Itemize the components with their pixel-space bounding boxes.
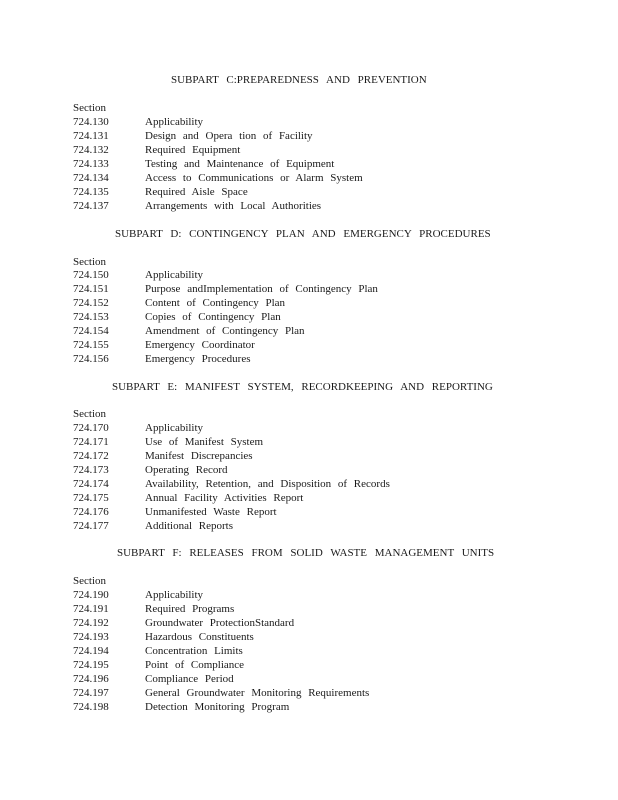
section-number: 724.190 (73, 589, 109, 601)
toc-entry (73, 435, 263, 449)
toc-entry (73, 157, 334, 171)
section-number: 724.137 (73, 200, 109, 212)
toc-entry (73, 310, 281, 324)
section-number: 724.191 (73, 603, 109, 615)
toc-entry (73, 463, 228, 477)
section-title: Concentration Limits (145, 645, 243, 657)
toc-entry (73, 672, 234, 686)
section-label: Section (73, 256, 106, 268)
section-title: General Groundwater Monitoring Requirements (145, 687, 370, 699)
toc-entry (73, 505, 277, 519)
section-title: Content of Contingency Plan (145, 297, 286, 309)
section-number: 724.173 (73, 464, 109, 476)
subpart-f-heading: SUBPART F: RELEASES FROM SOLID WASTE MANAGEMENT UNITS (117, 547, 495, 559)
section-number: 724.171 (73, 436, 109, 448)
section-title: Point of Compliance (145, 659, 245, 671)
toc-entry (73, 658, 244, 672)
section-title: Copies of Contingency Plan (145, 311, 281, 323)
section-title: Required Equipment (145, 144, 241, 156)
subpart-e-heading: SUBPART E: MANIFEST SYSTEM, RECORDKEEPING AND REPORTING (112, 381, 493, 393)
section-number: 724.194 (73, 645, 109, 657)
toc-entry (73, 282, 378, 296)
section-title: Emergency Procedures (145, 353, 251, 365)
section-title: Hazardous Constituents (145, 631, 254, 643)
section-title: Additional Reports (145, 520, 234, 532)
section-title: Compliance Period (145, 673, 234, 685)
section-title: Applicability (145, 422, 204, 434)
subpart-c-heading: SUBPART C:PREPAREDNESS AND PREVENTION (171, 74, 427, 86)
section-label: Section (73, 408, 106, 420)
section-number: 724.133 (73, 158, 109, 170)
section-number: 724.130 (73, 116, 109, 128)
section-label: Section (73, 575, 106, 587)
section-number: 724.175 (73, 492, 109, 504)
toc-entry (73, 477, 390, 491)
section-number: 724.174 (73, 478, 109, 490)
toc-entry (73, 338, 255, 352)
section-number: 724.152 (73, 297, 109, 309)
toc-entry (73, 171, 363, 185)
toc-entry (73, 588, 203, 602)
section-number: 724.192 (73, 617, 109, 629)
toc-entry (73, 421, 203, 435)
section-title: Applicability (145, 589, 204, 601)
section-number: 724.195 (73, 659, 109, 671)
section-title: Annual Facility Activities Report (145, 492, 304, 504)
section-number: 724.151 (73, 283, 109, 295)
section-title: Access to Communications or Alarm System (145, 172, 363, 184)
section-title: Operating Record (145, 464, 228, 476)
section-number: 724.131 (73, 130, 109, 142)
toc-entry (73, 491, 303, 505)
section-number: 724.135 (73, 186, 109, 198)
toc-entry (73, 129, 313, 143)
section-title: Availability, Retention, and Disposition of Records (145, 478, 390, 490)
section-number: 724.177 (73, 520, 109, 532)
toc-entry (73, 686, 369, 700)
toc-entry (73, 296, 285, 310)
section-number: 724.198 (73, 701, 109, 713)
toc-entry (73, 143, 240, 157)
section-number: 724.193 (73, 631, 109, 643)
section-title: Amendment of Contingency Plan (145, 325, 305, 337)
section-number: 724.170 (73, 422, 109, 434)
toc-entry (73, 185, 248, 199)
section-number: 724.172 (73, 450, 109, 462)
section-title: Applicability (145, 269, 204, 281)
section-title: Manifest Discrepancies (145, 450, 253, 462)
section-title: Use of Manifest System (145, 436, 264, 448)
section-number: 724.150 (73, 269, 109, 281)
section-number: 724.132 (73, 144, 109, 156)
section-number: 724.155 (73, 339, 109, 351)
section-title: Unmanifested Waste Report (145, 506, 277, 518)
toc-entry (73, 199, 321, 213)
section-number: 724.154 (73, 325, 109, 337)
toc-entry (73, 324, 305, 338)
toc-entry (73, 700, 289, 714)
section-number: 724.156 (73, 353, 109, 365)
toc-entry (73, 519, 233, 533)
section-title: Applicability (145, 116, 204, 128)
section-title: Required Programs (145, 603, 235, 615)
subpart-d-heading: SUBPART D: CONTINGENCY PLAN AND EMERGENCY PROCEDURES (115, 228, 491, 240)
section-title: Detection Monitoring Program (145, 701, 290, 713)
toc-entry (73, 449, 253, 463)
toc-entry (73, 268, 203, 282)
toc-entry (73, 115, 203, 129)
toc-entry (73, 630, 254, 644)
section-number: 724.176 (73, 506, 109, 518)
toc-entry (73, 644, 243, 658)
section-title: Arrangements with Local Authorities (145, 200, 322, 212)
section-number: 724.196 (73, 673, 109, 685)
section-title: Purpose andImplementation of Contingency Plan (145, 283, 378, 295)
section-title: Testing and Maintenance of Equipment (145, 158, 335, 170)
toc-entry (73, 352, 251, 366)
section-number: 724.197 (73, 687, 109, 699)
section-number: 724.153 (73, 311, 109, 323)
section-label: Section (73, 102, 106, 114)
section-title: Design and Opera tion of Facility (145, 130, 313, 142)
toc-entry (73, 602, 234, 616)
section-title: Emergency Coordinator (145, 339, 255, 351)
section-number: 724.134 (73, 172, 109, 184)
toc-entry (73, 616, 294, 630)
section-title: Required Aisle Space (145, 186, 248, 198)
section-title: Groundwater ProtectionStandard (145, 617, 295, 629)
